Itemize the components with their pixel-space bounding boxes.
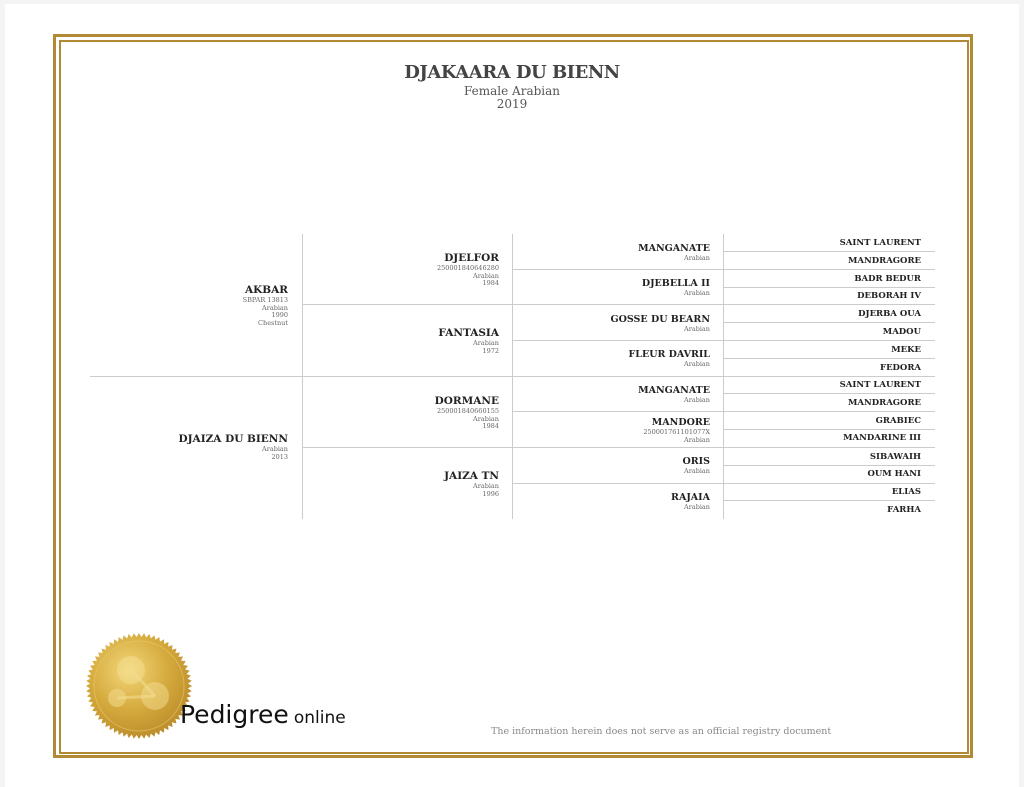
dam-year: 2013 [271, 452, 288, 461]
sire-year: 1990 [271, 311, 288, 319]
gen4-entry-4[interactable] [857, 291, 921, 301]
logo-text-sub: online [293, 708, 346, 728]
horse-name: DJAKAARA DU BIENN [404, 62, 620, 83]
pedigree-divider [724, 393, 935, 394]
gen4-name: GRABIEC [875, 416, 921, 426]
pedigree-divider [724, 411, 935, 412]
sire-sire-name: DJELFOR [444, 252, 499, 264]
gen4-entry-15[interactable] [892, 487, 921, 497]
gen4-name: FARHA [887, 505, 921, 515]
dam-sire-name: DORMANE [434, 395, 499, 407]
gen4-entry-13[interactable] [870, 452, 921, 462]
gen4-name: OUM HANI [867, 469, 921, 479]
gen4-name: SAINT LAURENT [839, 380, 921, 390]
gen3-breed: Arabian [684, 503, 710, 511]
gen3-registration: 250001761101077X [643, 428, 710, 436]
gen3-breed: Arabian [684, 396, 710, 404]
dam-sire-year: 1984 [482, 422, 499, 430]
gen4-entry-6[interactable] [883, 327, 921, 337]
pedigree-divider [513, 269, 724, 270]
gen3-entry-2[interactable] [642, 278, 710, 298]
gen4-name: MANDARINE III [843, 433, 921, 443]
dam-dam-breed: Arabian [473, 482, 499, 490]
gen4-name: DEBORAH IV [857, 291, 921, 301]
gen3-breed: Arabian [684, 467, 710, 475]
dam-sire-breed: Arabian [473, 414, 499, 423]
certificate-frame-inner [59, 40, 969, 754]
pedigree-divider [724, 304, 935, 305]
dam-dam-name: JAIZA TN [444, 470, 499, 482]
sire-registration: SBPAR 13813 [242, 296, 288, 304]
gold-seal-icon [85, 632, 193, 740]
gen4-entry-8[interactable] [880, 363, 921, 373]
gen4-entry-16[interactable] [887, 505, 921, 515]
dam-sire-registration: 250001840660155 [436, 407, 499, 415]
sire-color: Chestnut [258, 318, 288, 327]
sire-dam-entry[interactable] [438, 327, 499, 355]
gen4-name: SIBAWAIH [869, 452, 921, 462]
gen4-entry-10[interactable] [848, 398, 921, 408]
pedigree-divider [724, 429, 935, 430]
pedigree-divider [724, 465, 935, 466]
pedigree-divider [724, 287, 935, 288]
gen3-breed: Arabian [684, 360, 710, 368]
gen4-name: BADR BEDUR [854, 274, 921, 284]
pedigree-divider [724, 483, 935, 484]
horse-year: 2019 [496, 97, 528, 111]
pedigree-divider [724, 376, 935, 377]
gen3-breed: Arabian [684, 289, 710, 297]
gen4-name: MEKE [891, 345, 921, 355]
pedigree-divider [513, 483, 724, 484]
gen4-name: SAINT LAURENT [839, 238, 921, 248]
gen4-name: ELIAS [891, 487, 921, 497]
gen3-name: DJEBELLA II [641, 278, 710, 289]
dam-breed: Arabian [262, 445, 288, 453]
dam-name: DJAIZA DU BIENN [178, 433, 288, 445]
gen4-entry-3[interactable] [854, 274, 921, 284]
gen3-name: MANGANATE [638, 243, 710, 254]
gen3-entry-1[interactable] [638, 243, 710, 263]
sire-dam-breed: Arabian [473, 339, 499, 347]
pedigree-divider [513, 340, 724, 341]
pedigree-divider [724, 269, 935, 270]
pedigree-divider [303, 447, 513, 448]
gen4-entry-2[interactable] [848, 256, 921, 266]
gen4-name: MADOU [882, 327, 921, 337]
sire-dam-year: 1972 [482, 346, 499, 355]
gen4-entry-7[interactable] [891, 345, 921, 355]
dam-dam-year: 1996 [482, 489, 499, 498]
sire-breed: Arabian [262, 303, 288, 312]
gen4-entry-1[interactable] [840, 238, 921, 248]
gen3-entry-7[interactable] [683, 456, 710, 476]
pedigree-divider [513, 447, 724, 448]
gen4-entry-9[interactable] [840, 380, 921, 390]
gen3-entry-6[interactable] [643, 417, 710, 444]
pedigree-divider [724, 322, 935, 323]
sire-sire-year: 1984 [482, 279, 499, 287]
dam-dam-entry[interactable] [444, 470, 499, 498]
horse-subtitle: Female Arabian [463, 84, 561, 98]
sire-entry[interactable] [243, 284, 288, 327]
gen3-entry-3[interactable] [611, 314, 711, 334]
sire-sire-breed: Arabian [473, 271, 499, 280]
sire-sire-entry[interactable] [437, 252, 499, 288]
sire-sire-registration: 250001840646280 [436, 264, 499, 272]
gen3-name: GOSSE DU BEARN [610, 314, 710, 325]
gen3-name: FLEUR DAVRIL [628, 349, 710, 360]
gen4-name: MANDRAGORE [847, 398, 921, 408]
pedigree-divider [724, 251, 935, 252]
gen3-name: ORIS [682, 456, 710, 467]
dam-sire-entry[interactable] [435, 395, 499, 431]
gen3-name: RAJAIA [671, 492, 710, 503]
logo-text-main: Pedigree [180, 700, 289, 729]
gen4-entry-12[interactable] [843, 433, 921, 443]
pedigree-divider [724, 447, 935, 448]
footer-disclaimer: The information herein does not serve as an official registry document [491, 726, 832, 737]
gen3-breed: Arabian [684, 254, 710, 262]
gen4-name: MANDRAGORE [847, 256, 921, 266]
pedigree-divider [90, 376, 303, 377]
sire-name: AKBAR [244, 284, 288, 296]
sire-dam-name: FANTASIA [438, 327, 499, 339]
gen3-entry-4[interactable] [629, 349, 710, 369]
pedigree-divider [513, 411, 724, 412]
gen4-name: DJERBA OUA [858, 309, 921, 319]
gen4-name: FEDORA [880, 363, 921, 373]
pedigree-online-logo [180, 700, 346, 729]
pedigree-divider [513, 376, 724, 377]
gen3-name: MANDORE [651, 417, 710, 428]
gen4-entry-5[interactable] [858, 309, 921, 319]
pedigree-divider [303, 376, 513, 377]
gen4-entry-11[interactable] [876, 416, 921, 426]
gen3-entry-5[interactable] [638, 385, 710, 405]
gen3-breed: Arabian [684, 435, 710, 444]
pedigree-divider [724, 500, 935, 501]
pedigree-divider [303, 304, 513, 305]
gen3-breed: Arabian [684, 325, 710, 333]
pedigree-divider [724, 340, 935, 341]
gen3-entry-8[interactable] [671, 492, 710, 512]
dam-entry[interactable] [178, 433, 288, 461]
gen3-name: MANGANATE [638, 385, 710, 396]
pedigree-divider [513, 304, 724, 305]
pedigree-divider [724, 358, 935, 359]
gen4-entry-14[interactable] [867, 469, 921, 479]
